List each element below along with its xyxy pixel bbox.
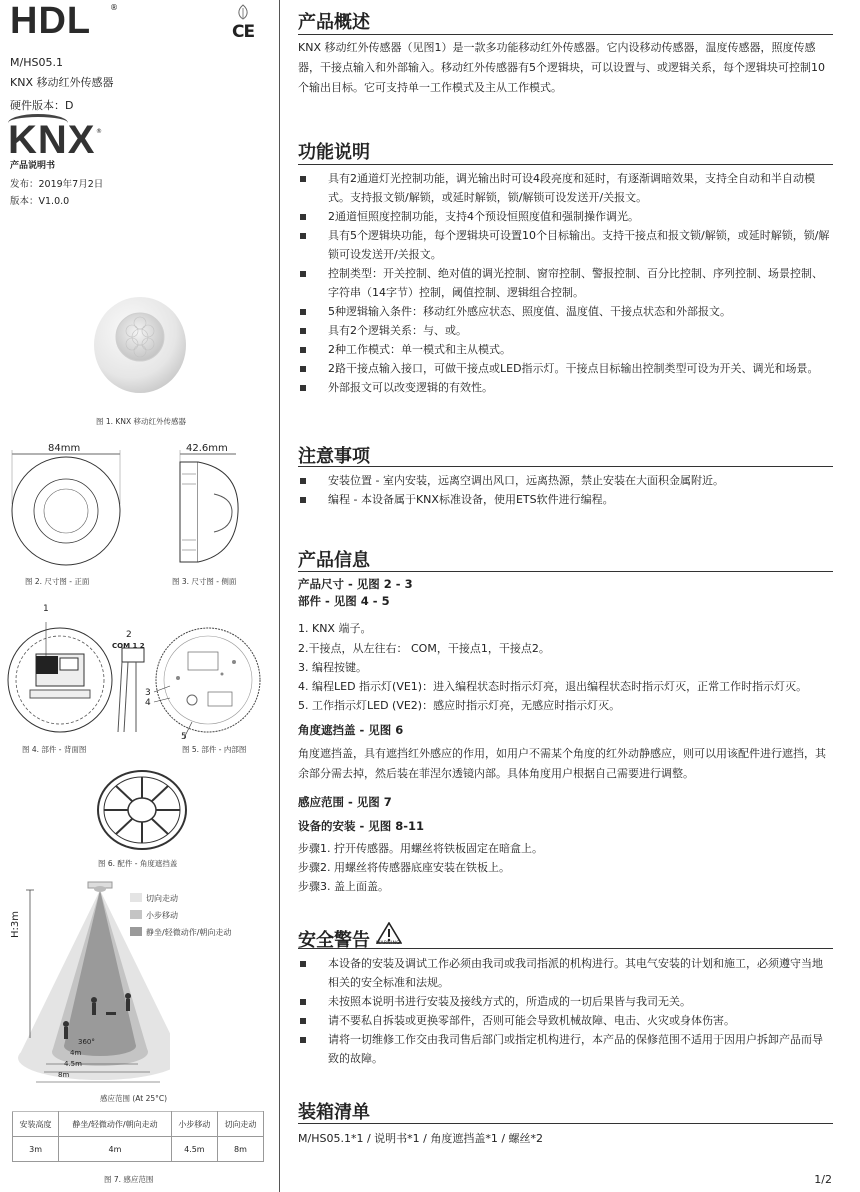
fig2-caption: 图 2. 尺寸图 - 正面 [25,577,90,586]
info-title: 产品信息 [298,550,370,571]
list-item: 请不要私自拆装或更换零部件，否则可能会导致机械故障、电击、火灾或身体伤害。 [298,1011,833,1030]
safety-divider [298,948,833,949]
front-dimension-drawing [8,444,128,574]
table-header-cell: 安装高度 [13,1112,59,1137]
function-list [298,169,833,397]
hdl-logo: HDL [10,0,92,42]
list-item: 控制类型：开关控制、绝对值的调光控制、窗帘控制、警报控制、百分比控制、序列控制、场景控制、字符串（14字节）控制，阈值控制、逻辑组合控制。 [298,264,833,302]
safety-list [298,954,833,1068]
list-item: 5种逻辑输入条件：移动红外感应状态、照度值、温度值、干接点状态和外部报文。 [298,302,833,321]
callout-3: 3 [145,688,151,698]
table-cell: 4m [59,1137,172,1162]
table-cell: 4.5m [171,1137,217,1162]
list-item: 本设备的安装及调试工作必须由我司或我司指派的机构进行。其电气安装的计划和施工，必须遵守当地相关的安全标准和法规。 [298,954,833,992]
info-divider [298,571,833,572]
notice-list [298,471,833,509]
model-number: M/HS05.1 [10,56,63,69]
packing-divider [298,1123,833,1124]
table-header-cell: 静坐/轻微动作/朝向走动 [59,1112,172,1137]
legend-swatch-2 [130,910,142,919]
list-item: 请将一切维修工作交由我司售后部门或指定机构进行，本产品的保修范围不适用于因用户拆卸产品而导致的故障。 [298,1030,833,1068]
product-name: KNX 移动红外传感器 [10,76,114,89]
part-2: 2.干接点，从左往右： COM，干接点1，干接点2。 [298,642,550,655]
part-1: 1. KNX 端子。 [298,622,372,635]
table-header-cell: 切向走动 [217,1112,263,1137]
list-item: 外部报文可以改变逻辑的有效性。 [298,378,833,397]
legend-sitting: 静坐/轻微动作/朝向走动 [146,928,232,937]
front-dimension-label: 84mm [48,443,81,454]
step-3: 步骤3. 盖上面盖。 [298,880,389,893]
rohs-icon [232,4,254,22]
range-8m: 8m [58,1071,70,1079]
packing-text: M/HS05.1*1 / 说明书*1 / 角度遮挡盖*1 / 螺丝*2 [298,1132,544,1145]
list-item: 具有5个逻辑块功能，每个逻辑块可设置10个目标输出。支持干接点和报文锁/解锁，或延时解锁，锁/解锁可设发送开/关报文。 [298,226,833,264]
overview-divider [298,34,833,35]
fig5-caption: 图 5. 部件 - 内部图 [182,745,247,754]
warning-label: WARNING [376,941,401,946]
sensor-photo [90,295,190,405]
fig1-caption: 图 1. KNX 移动红外传感器 [96,417,186,426]
table-cell: 3m [13,1137,59,1162]
table-header-cell: 小步移动 [171,1112,217,1137]
list-item: 安装位置 - 室内安装，远离空调出风口，远离热源，禁止安装在大面积金属附近。 [298,471,833,490]
legend-tangential: 切向走动 [146,894,178,903]
com-label: COM 1 2 [112,642,145,650]
inner-view-drawing [148,622,268,742]
list-item: 具有2通道灯光控制功能，调光输出时可设4段亮度和延时，有逐渐调暗效果，支持全自动和半自动模式。支持报文锁/解锁，或延时解锁，锁/解锁可设发送开/关报文。 [298,169,833,207]
version-label: 版本：V1.0.0 [10,196,70,207]
part-4: 4. 编程LED 指示灯(VE1)：进入编程状态时指示灯亮，退出编程状态时指示灯灭，正常工作时指示灯灭。 [298,680,808,693]
step-2: 步骤2. 用螺丝将传感器底座安装在铁板上。 [298,861,510,874]
release-date: 发布：2019年7月2日 [10,179,104,190]
callout-4: 4 [145,698,151,708]
info-parts-subtitle: 部件 - 见图 4 - 5 [298,594,390,608]
ce-mark-icon: CE [232,22,255,42]
overview-text: KNX 移动红外传感器（见图1）是一款多功能移动红外传感器。它内设移动传感器，温度传感器，照度传感器，干接点输入和外部输入。移动红外传感器有5个逻辑块，可以设置与、或逻辑关系，每个逻辑块可控制10个输出目标。它可支持单一工作模式及主从工作模式。 [298,41,825,94]
range-subtitle: 感应范围 - 见图 7 [298,795,392,809]
cover-subtitle: 角度遮挡盖 - 见图 6 [298,723,404,737]
range-4m: 4m [70,1049,82,1057]
overview-title: 产品概述 [298,12,370,33]
side-dimension-label: 42.6mm [186,443,228,454]
safety-title: 安全警告 [298,930,370,951]
range-4-5m: 4.5m [64,1060,82,1068]
install-subtitle: 设备的安装 - 见图 8-11 [298,819,425,833]
fig7-caption: 图 7. 感应范围 [104,1175,154,1184]
page-number: 1/2 [814,1173,832,1186]
fig3-caption: 图 3. 尺寸图 - 侧面 [172,577,237,586]
callout-1: 1 [43,604,49,614]
notice-divider [298,466,833,467]
legend-swatch-1 [130,893,142,902]
knx-logo: KNX [8,118,96,162]
back-view-drawing [6,614,156,742]
notice-title: 注意事项 [298,446,370,467]
function-divider [298,164,833,165]
table-header-row [13,1112,264,1137]
list-item: 编程 - 本设备属于KNX标准设备，使用ETS软件进行编程。 [298,490,833,509]
callout-5: 5 [181,732,187,742]
table-cell: 8m [217,1137,263,1162]
fig6-caption: 图 6. 配件 - 角度遮挡盖 [98,859,178,868]
range-table [12,1111,264,1162]
cover-text: 角度遮挡盖，具有遮挡红外感应的作用，如用户不需某个角度的红外动静感应，则可以用该配件进行遮挡，其余部分需去掉，然后装在菲涅尔透镜内部。具体角度用户根据自己需要进行调整。 [298,747,826,780]
hardware-version: 硬件版本：D [10,99,74,112]
function-title: 功能说明 [298,142,370,163]
left-column: HDL ® CE M/HS05.1 KNX 移动红外传感器 硬件版本：D KNX ® 产品说明书 发布：2019年7月2日 版本：V1.0.0 图 1. KNX 移动红外传感器 84mm 图 2. 尺寸图 - 正面 42.6mm 图 3. 尺寸图 - 侧面 1 2 COM 1 2 图 4. 部件 - 背面图 3 4 5 图 5. 部件 - 内部图 图 6. 配件 - 角度遮挡盖 H:3m 360° 4m 4.5m 8m 切向走动 小步移动 静坐/轻微动作/朝向走动 感应范围 (At 25°C) 安装高度 静坐/轻微动作/朝向走动 小步移动 切向走动 3m 4m 4.5m 8m 图 7. 感应范围 [0,0,280,1192]
list-item: 具有2个逻辑关系：与、或。 [298,321,833,340]
step-1: 步骤1. 拧开传感器。用螺丝将铁板固定在暗盒上。 [298,842,543,855]
registered-mark: ® [110,3,118,12]
manual-label: 产品说明书 [10,161,56,171]
fig4-caption: 图 4. 部件 - 背面图 [22,745,87,754]
packing-title: 装箱清单 [298,1102,370,1123]
side-dimension-drawing [170,444,250,574]
right-column [290,0,840,1192]
callout-2: 2 [126,630,132,640]
part-5: 5. 工作指示灯LED (VE2)：感应时指示灯亮，无感应时指示灯灭。 [298,699,621,712]
angle-label: 360° [78,1038,95,1046]
info-size-subtitle: 产品尺寸 - 见图 2 - 3 [298,577,413,591]
angle-cover-drawing [94,768,190,852]
table-row [13,1137,264,1162]
list-item: 2路干接点输入接口，可做干接点或LED指示灯。干接点目标输出控制类型可设为开关、调光和场景。 [298,359,833,378]
list-item: 2种工作模式：单一模式和主从模式。 [298,340,833,359]
legend-swatch-3 [130,927,142,936]
list-item: 未按照本说明书进行安装及接线方式的，所造成的一切后果皆与我司无关。 [298,992,833,1011]
legend-small-step: 小步移动 [146,911,178,920]
part-3: 3. 编程按键。 [298,661,367,674]
range-caption: 感应范围 (At 25°C) [100,1094,168,1103]
list-item: 2通道恒照度控制功能，支持4个预设恒照度值和强制操作调光。 [298,207,833,226]
height-label: H:3m [10,911,21,938]
